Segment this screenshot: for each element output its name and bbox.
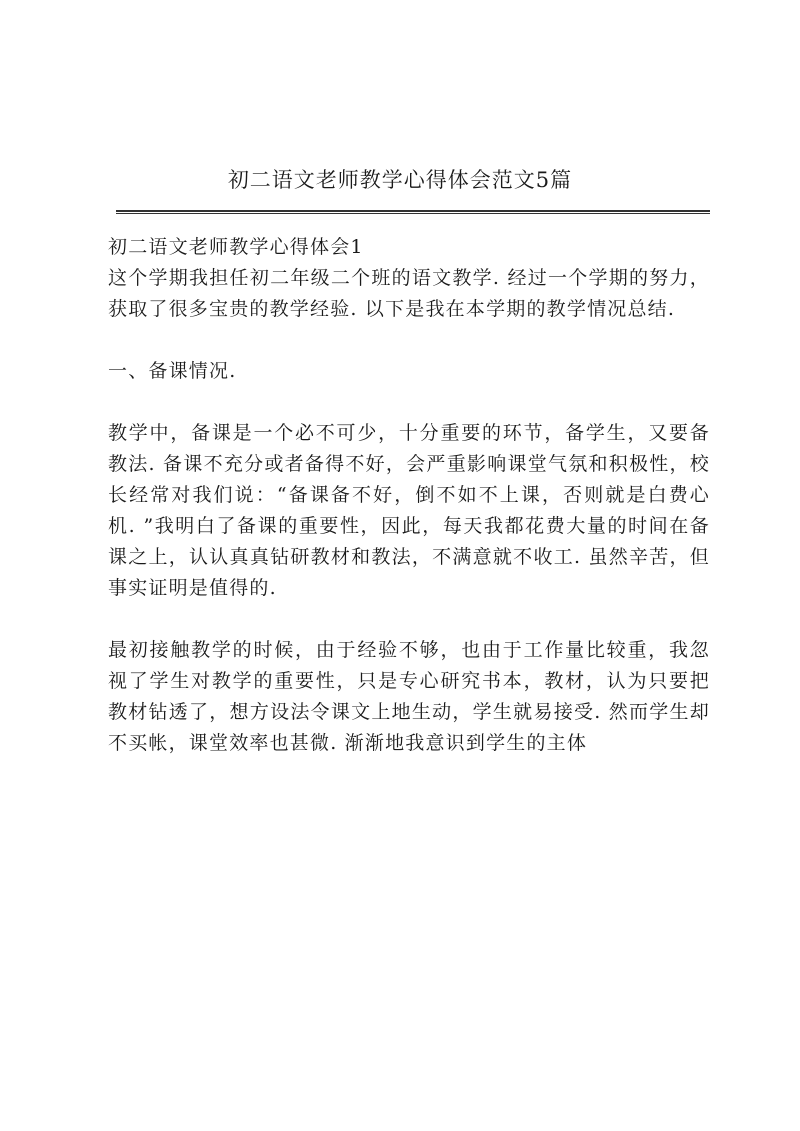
section-title: 初二语文老师教学心得体会1 [108,236,364,258]
intro-paragraph: 这个学期我担任初二年级二个班的语文教学. 经过一个学期的努力，获取了很多宝贵的教学经验. 以下是我在本学期的教学情况总结. [108,267,710,320]
document-body [108,232,710,759]
heading-preparation: 一、备课情况. [108,360,237,382]
paragraph-spacer [108,604,710,635]
paragraph-spacer [108,325,710,356]
title-divider [116,210,710,214]
paragraph-spacer [108,387,710,418]
document-title: 初二语文老师教学心得体会范文5篇 [227,168,573,192]
body-paragraph-2: 最初接触教学的时候，由于经验不够，也由于工作量比较重，我忽视了学生对教学的重要性，只是专心研究书本，教材，认为只要把教材钻透了，想方设法令课文上地生动，学生就易接受. 然而学生却不买帐，课堂效率也甚微. 渐渐地我意识到学生的主体 [108,639,710,754]
body-paragraph-1: 教学中，备课是一个必不可少，十分重要的环节，备学生，又要备教法. 备课不充分或者备得不好，会严重影响课堂气氛和积极性，校长经常对我们说：“备课备不好，倒不如不上课，否则就是白费心机. ”我明白了备课的重要性，因此，每天我都花费大量的时间在备课之上，认认真真钻研教材和教法，不满意就不收工. 虽然辛苦，但事实证明是值得的. [108,422,710,599]
